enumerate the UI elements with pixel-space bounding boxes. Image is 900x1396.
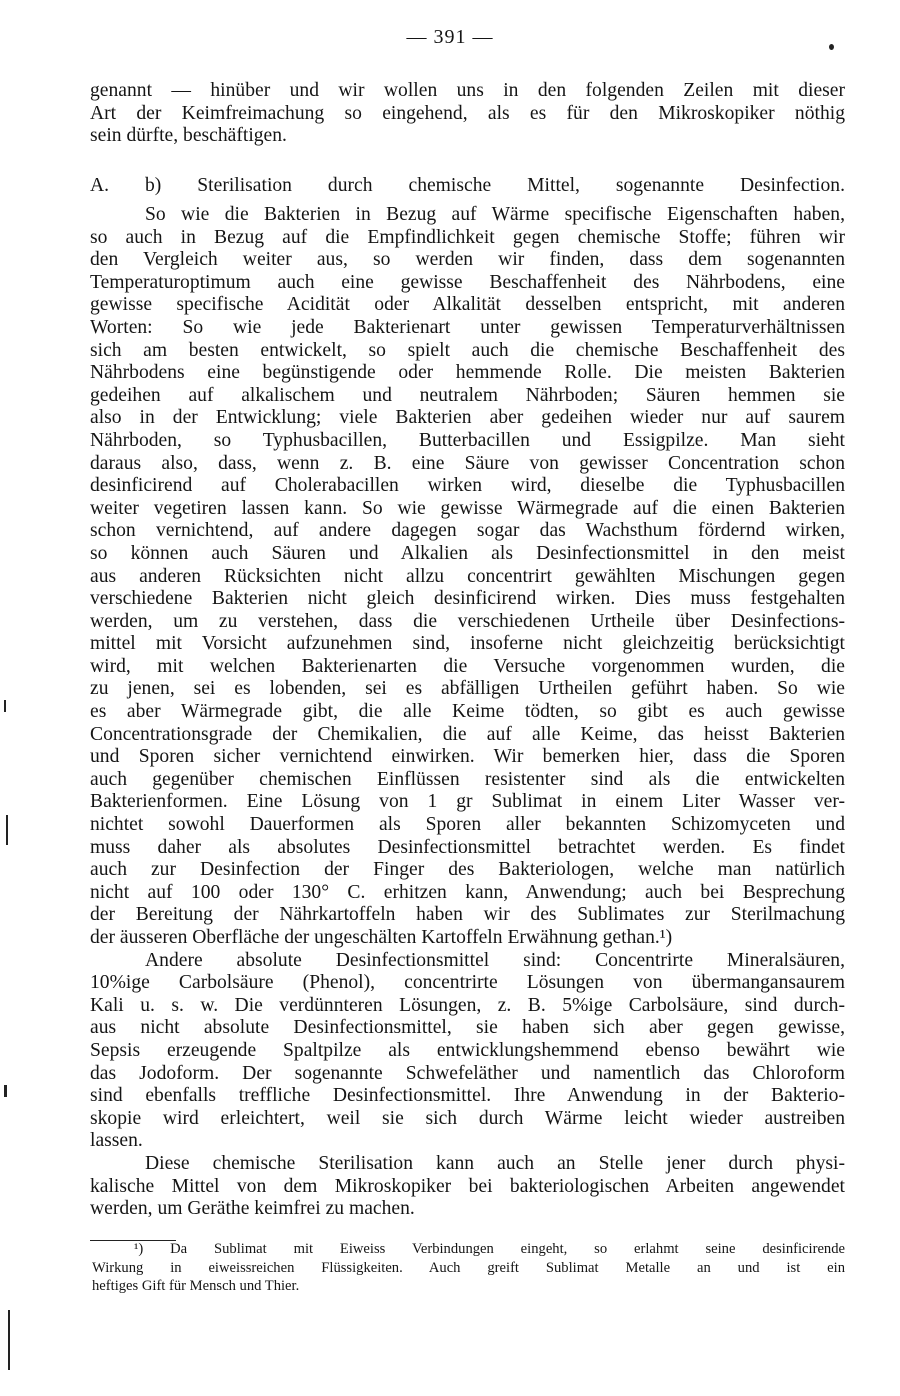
text-line: weiter vegetiren lassen kann. So wie gewisse Wärmegrade auf die einen Bakterien: [90, 497, 845, 519]
page-number: — 391 —: [406, 26, 494, 48]
text-line: kalische Mittel von dem Mikroskopiker bei bakteriologischen Arbeiten angewendet: [90, 1175, 845, 1197]
text-line: nichtet sowohl Dauerformen als Sporen aller bekannten Schizomyceten und: [90, 814, 845, 836]
text-line: auch zur Desinfection der Finger des Bakteriologen, welche man natürlich: [90, 859, 845, 881]
text-line: muss daher als absolutes Desinfectionsmittel betrachtet werden. Es findet: [90, 836, 845, 858]
text-line: skopie wird erleichtert, weil sie sich durch Wärme leicht wieder austreiben: [90, 1107, 845, 1129]
margin-mark: [4, 1085, 7, 1097]
text-line: Nährbodens eine begünstigende oder hemmende Rolle. Die meisten Bakterien: [90, 362, 845, 384]
text-line: verschiedene Bakterien nicht gleich desinficirend wirken. Dies muss festgehalten: [90, 588, 845, 610]
text-line: so auch in Bezug auf die Empfindlichkeit gegen chemische Stoffe; führen wir: [90, 226, 845, 248]
text-line: aus anderen Rücksichten nicht allzu concentrirt gewählten Mischungen gegen: [90, 565, 845, 587]
text-line: das Jodoform. Der sogenannte Schwefeläther und namentlich das Chloroform: [90, 1062, 845, 1084]
footnote-line: ¹) Da Sublimat mit Eiweiss Verbindungen eingeht, so erlahmt seine desinficirende: [134, 1241, 845, 1257]
text-line: desinficirend auf Cholerabacillen wirken wird, dieselbe die Typhusbacillen: [90, 475, 845, 497]
text-line: So wie die Bakterien in Bezug auf Wärme specifische Eigenschaften haben,: [145, 204, 845, 225]
text-line: gewisse specifische Acidität oder Alkalität desselben entspricht, mit anderen: [90, 294, 845, 316]
text-line: schon vernichtend, auf andere dagegen sogar das Wachsthum fördernd wirken,: [90, 520, 845, 542]
text-line: gedeihen auf alkalischem und neutralem Nährboden; Säuren hemmen sie: [90, 384, 845, 406]
footnote: [92, 1240, 845, 1296]
text-line: Worten: So wie jede Bakterienart unter gewissen Temperaturverhältnissen: [90, 316, 845, 338]
text-line: lassen.: [90, 1130, 143, 1152]
text-line: werden, um zu verstehen, dass die verschiedenen Urtheile über Desinfections-: [90, 610, 845, 632]
text-line: Concentrationsgrade der Chemikalien, die auf alle Keime, das heisst Bakterien: [90, 723, 845, 745]
body-text: [90, 204, 845, 1221]
footnote-line: Wirkung in eiweissreichen Flüssigkeiten. Auch greift Sublimat Metalle an und ist ein: [92, 1259, 845, 1276]
text-line: Bakterienformen. Eine Lösung von 1 gr Sublimat in einem Liter Wasser ver-: [90, 791, 845, 813]
intro-paragraph: [90, 80, 845, 148]
section-heading: A. b) Sterilisation durch chemische Mittel, sogenannte Desinfection.: [90, 175, 845, 196]
text-line: den Vergleich weiter aus, so werden wir finden, dass dem sogenannten: [90, 249, 845, 271]
text-line: aus nicht absolute Desinfectionsmittel, sie haben sich aber gegen gewisse,: [90, 1017, 845, 1039]
text-line: der Bereitung der Nährkartoffeln haben wir des Sublimates zur Sterilmachung: [90, 904, 845, 926]
text-line: Kali u. s. w. Die verdünnteren Lösungen, z. B. 5%ige Carbolsäure, sind durch-: [90, 994, 845, 1016]
text-line: Sepsis erzeugende Spaltpilze als entwicklungshemmend ebenso bewährt wie: [90, 1039, 845, 1061]
text-line: Diese chemische Sterilisation kann auch an Stelle jener durch physi-: [145, 1152, 845, 1174]
text-line: Art der Keimfreimachung so eingehend, als es für den Mikroskopiker nöthig: [90, 102, 845, 124]
text-line: Andere absolute Desinfectionsmittel sind: Concentrirte Mineralsäuren,: [145, 949, 845, 971]
margin-mark: [6, 815, 8, 845]
text-line: Temperaturoptimum auch eine gewisse Beschaffenheit des Nährbodens, eine: [90, 271, 845, 293]
text-line: sein dürfte, beschäftigen.: [90, 125, 287, 147]
text-line: Nährboden, so Typhusbacillen, Butterbacillen und Essigpilze. Man sieht: [90, 429, 845, 451]
text-line: sind ebenfalls treffliche Desinfectionsmittel. Ihre Anwendung in der Bakterio-: [90, 1085, 845, 1107]
text-line: der äusseren Oberfläche der ungeschälten Kartoffeln Erwähnung gethan.¹): [90, 927, 673, 948]
margin-mark: [8, 1310, 10, 1370]
footnote-line: heftiges Gift für Mensch und Thier.: [92, 1278, 300, 1294]
text-line: sich am besten entwickelt, so spielt auch die chemische Beschaffenheit des: [90, 339, 845, 361]
text-line: mittel mit Vorsicht aufzunehmen sind, insoferne nicht gleichzeitig berücksichtigt: [90, 633, 845, 655]
text-line: 10%ige Carbolsäure (Phenol), concentrirte Lösungen von übermangansaurem: [90, 972, 845, 994]
text-line: nicht auf 100 oder 130° C. erhitzen kann, Anwendung; auch bei Besprechung: [90, 881, 845, 903]
text-line: auch gegenüber chemischen Einflüssen resistenter sind als die entwickelten: [90, 768, 845, 790]
margin-mark: [4, 700, 6, 712]
text-line: und Sporen sicher vernichtend einwirken. Wir bemerken hier, dass die Sporen: [90, 746, 845, 768]
text-line: zu jenen, sei es lobenden, sei es abfälligen Urtheilen geführt haben. So wie: [90, 678, 845, 700]
text-line: werden, um Geräthe keimfrei zu machen.: [90, 1198, 415, 1220]
text-line: genannt — hinüber und wir wollen uns in den folgenden Zeilen mit dieser: [90, 80, 845, 101]
text-line: so können auch Säuren und Alkalien als Desinfectionsmittel in den meist: [90, 542, 845, 564]
scan-speck: [829, 44, 834, 50]
text-line: daraus also, dass, wenn z. B. eine Säure von gewisser Concentration schon: [90, 452, 845, 474]
text-line: es aber Wärmegrade gibt, die alle Keime tödten, so gibt es auch gewisse: [90, 701, 845, 723]
text-line: also in der Entwicklung; viele Bakterien aber gedeihen wieder nur auf saurem: [90, 407, 845, 429]
text-line: wird, mit welchen Bakterienarten die Versuche vorgenommen wurden, die: [90, 655, 845, 677]
